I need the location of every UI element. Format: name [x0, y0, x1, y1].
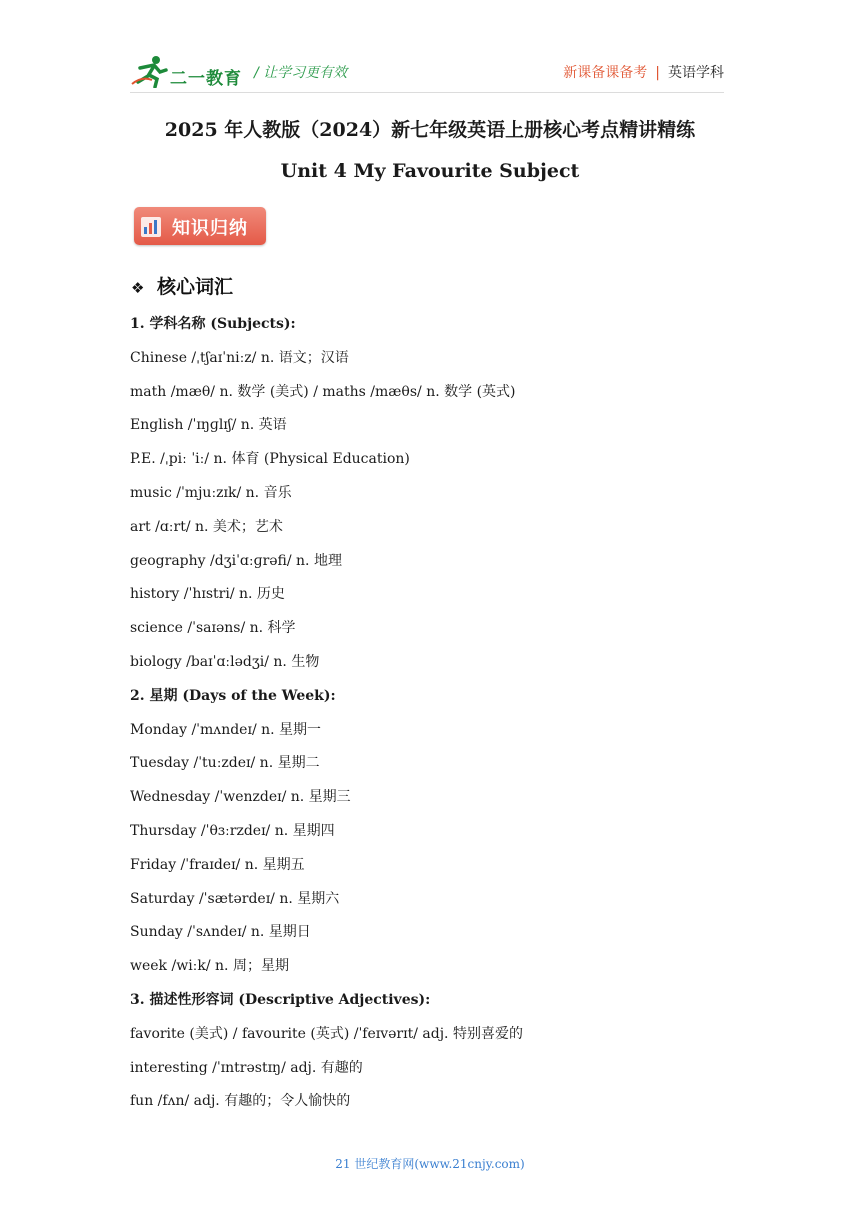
book-chart-icon [140, 214, 162, 238]
section-heading [131, 272, 233, 299]
page-header [130, 52, 724, 92]
vocab-entry: P.E. /ˌpiː ˈiː/ n. 体育 (Physical Education) [130, 451, 410, 468]
vocab-entry: art /ɑːrt/ n. 美术；艺术 [130, 518, 283, 535]
subject-label: 英语学科 [668, 65, 724, 81]
category-heading: 2. 星期 (Days of the Week): [130, 687, 336, 704]
runner-logo-icon [130, 54, 170, 88]
vocabulary-list [130, 313, 730, 1124]
page-footer: 21 世纪教育网(www.21cnjy.com) [335, 1157, 525, 1171]
document-title: 2025 年人教版（2024）新七年级英语上册核心考点精讲精练 [164, 119, 696, 141]
section-title: 核心词汇 [157, 276, 234, 298]
vocab-entry: Thursday /ˈθɜːrzdeɪ/ n. 星期四 [130, 822, 335, 839]
category-heading: 1. 学科名称 (Subjects): [130, 316, 296, 332]
header-separator: | [655, 65, 660, 81]
logo-text: 二一教育 [170, 69, 242, 89]
vocab-entry: Sunday /ˈsʌndeɪ/ n. 星期日 [130, 924, 311, 941]
vocab-entry: Wednesday /ˈwenzdeɪ/ n. 星期三 [130, 789, 351, 806]
vocab-entry: week /wiːk/ n. 周；星期 [130, 958, 289, 975]
vocab-entry: Saturday /ˈsætərdeɪ/ n. 星期六 [130, 890, 340, 907]
header-right [563, 62, 724, 82]
vocab-entry: Friday /ˈfraɪdeɪ/ n. 星期五 [130, 856, 305, 873]
vocab-entry: English /ˈɪŋɡlɪʃ/ n. 英语 [130, 417, 287, 434]
vocab-entry: math /mæθ/ n. 数学 (美式) / maths /mæθs/ n. 数学 (英式) [130, 383, 516, 400]
vocab-entry: interesting /ˈɪntrəstɪŋ/ adj. 有趣的 [130, 1059, 363, 1076]
vocab-entry: Tuesday /ˈtuːzdeɪ/ n. 星期二 [130, 755, 320, 772]
category-heading: 3. 描述性形容词 (Descriptive Adjectives): [130, 991, 431, 1008]
slogan: / 让学习更有效 [254, 65, 348, 81]
diamond-bullet-icon: ❖ [131, 279, 145, 297]
site-logo[interactable] [130, 54, 242, 88]
vocab-entry: geography /dʒiˈɑːɡrəfi/ n. 地理 [130, 552, 342, 569]
header-divider [130, 92, 724, 93]
course-label: 新课备课备考 [563, 65, 648, 81]
vocab-entry: biology /baɪˈɑːlədʒi/ n. 生物 [130, 653, 320, 670]
vocab-entry: science /ˈsaɪəns/ n. 科学 [130, 620, 296, 637]
badge-label: 知识归纳 [172, 218, 248, 239]
knowledge-summary-badge [134, 207, 266, 245]
vocab-entry: favorite (美式) / favourite (英式) /ˈfeɪvərɪt/ adj. 特别喜爱的 [130, 1025, 523, 1042]
vocab-entry: fun /fʌn/ adj. 有趣的；令人愉快的 [130, 1093, 351, 1110]
vocab-entry: music /ˈmjuːzɪk/ n. 音乐 [130, 484, 292, 501]
vocab-entry: Monday /ˈmʌndeɪ/ n. 星期一 [130, 721, 322, 738]
document-subtitle: Unit 4 My Favourite Subject [280, 160, 580, 182]
vocab-entry: Chinese /ˌtʃaɪˈniːz/ n. 语文；汉语 [130, 349, 349, 366]
vocab-entry: history /ˈhɪstri/ n. 历史 [130, 586, 285, 603]
